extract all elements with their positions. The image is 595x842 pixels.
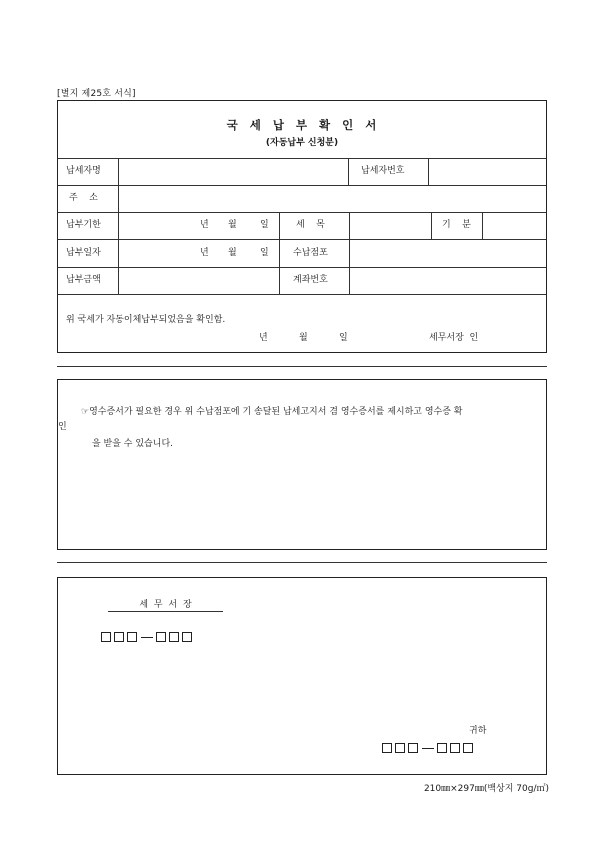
column-divider <box>431 212 432 239</box>
notice-line-1: ☞영수증서가 필요한 경우 위 수납점포에 기 송달된 납세고지서 겸 영수증서를 제시하고 영수증 확 <box>81 407 463 417</box>
row-divider <box>58 294 546 295</box>
confirmation-text: 위 국세가 자동이체납부되었음을 확인함. <box>66 315 226 325</box>
payment-date-month-unit: 월 <box>228 248 237 258</box>
payment-date-day-unit: 일 <box>260 248 269 258</box>
due-date-day-unit: 일 <box>260 220 269 230</box>
taxpayer-name-label: 납세자명 <box>66 166 101 176</box>
signature-year: 년 <box>259 333 268 343</box>
receiving-bank-field[interactable] <box>350 240 545 267</box>
postal-digit-box[interactable] <box>169 632 179 642</box>
notice-box <box>57 379 547 550</box>
postal-digit-box[interactable] <box>463 743 473 753</box>
payment-date-label: 납부일자 <box>66 248 101 258</box>
postal-digit-box[interactable] <box>437 743 447 753</box>
account-number-label: 계좌번호 <box>293 275 328 285</box>
postal-digit-box[interactable] <box>408 743 418 753</box>
column-divider <box>348 158 349 185</box>
notice-line-3: 을 받을 수 있습니다. <box>92 439 173 449</box>
form-title: 국 세 납 부 확 인 서 <box>226 118 378 132</box>
address-field[interactable] <box>119 186 545 212</box>
receiving-bank-label: 수납점포 <box>293 248 328 258</box>
payment-date-field[interactable] <box>119 240 278 267</box>
due-date-label: 납부기한 <box>66 220 101 230</box>
taxpayer-name-field[interactable] <box>119 159 347 185</box>
tax-item-label: 세 목 <box>296 220 325 230</box>
paper-spec: 210㎜×297㎜(백상지 70g/㎡) <box>423 784 549 794</box>
notice-line-2: 인 <box>58 422 67 432</box>
due-date-month-unit: 월 <box>228 220 237 230</box>
sender-postal-code[interactable] <box>101 632 195 642</box>
account-number-field[interactable] <box>350 268 545 294</box>
due-date-field[interactable] <box>119 213 278 239</box>
postal-digit-box[interactable] <box>156 632 166 642</box>
section-separator <box>57 366 547 367</box>
payment-confirmation-form <box>57 100 547 353</box>
amount-field[interactable] <box>119 268 278 294</box>
signature-month: 월 <box>299 333 308 343</box>
postal-dash <box>422 748 434 749</box>
section-separator <box>57 562 547 563</box>
postal-dash <box>141 637 153 638</box>
payment-date-year-unit: 년 <box>200 248 209 258</box>
recipient-postal-code[interactable] <box>382 743 476 753</box>
tax-office-head-seal: 세무서장 인 <box>429 333 479 343</box>
tax-item-field[interactable] <box>350 213 430 239</box>
tax-office-head-label: 세 무 서 장 <box>108 597 223 612</box>
postal-digit-box[interactable] <box>114 632 124 642</box>
amount-label: 납부금액 <box>66 275 101 285</box>
postal-digit-box[interactable] <box>395 743 405 753</box>
postal-digit-box[interactable] <box>450 743 460 753</box>
postal-digit-box[interactable] <box>101 632 111 642</box>
postal-digit-box[interactable] <box>127 632 137 642</box>
form-subtitle: (자동납부 신청분) <box>265 138 339 148</box>
recipient-suffix: 귀하 <box>469 726 487 736</box>
signature-day: 일 <box>339 333 348 343</box>
mailing-box <box>57 577 547 775</box>
address-label: 주 소 <box>69 193 98 203</box>
postal-digit-box[interactable] <box>182 632 192 642</box>
postal-digit-box[interactable] <box>382 743 392 753</box>
period-label: 기 분 <box>442 220 471 230</box>
column-divider <box>279 212 280 294</box>
due-date-year-unit: 년 <box>200 220 209 230</box>
taxpayer-number-field[interactable] <box>429 159 545 185</box>
period-field[interactable] <box>483 213 545 239</box>
form-code: [별지 제25호 서식] <box>57 89 136 99</box>
taxpayer-number-label: 납세자번호 <box>361 166 405 176</box>
